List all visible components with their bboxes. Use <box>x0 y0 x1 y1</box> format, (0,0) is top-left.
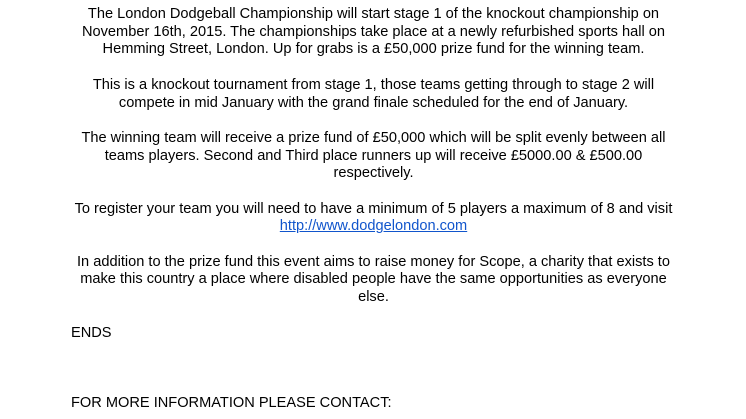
ends-marker: ENDS <box>71 324 112 341</box>
format-paragraph: This is a knockout tournament from stage 1, those teams getting through to stage 2 will compete in mid January with the grand finale scheduled for the end of January. <box>92 76 655 111</box>
contact-heading: FOR MORE INFORMATION PLEASE CONTACT: <box>71 395 392 412</box>
register-paragraph <box>71 201 676 236</box>
press-release-body <box>71 6 676 413</box>
website-link[interactable]: http://www.dodgelondon.com <box>279 218 468 235</box>
prize-paragraph: The winning team will receive a prize fund of £50,000 which will be split evenly between all teams players. Second and Third place runners up will receive £5000.00 & £500.00 respectively. <box>81 129 666 182</box>
intro-paragraph: The London Dodgeball Championship will start stage 1 of the knockout championship on November 16th, 2015. The championships take place at a newly refurbished sports hall on Hemming Street, London. Up for grabs is a £50,000 prize fund for the winning team. <box>81 6 665 58</box>
register-text: To register your team you will need to have a minimum of 5 players a maximum of 8 and visit <box>74 200 673 217</box>
charity-paragraph: In addition to the prize fund this event aims to raise money for Scope, a charity that exists to make this country a place where disabled people have the same opportunities as everyone else. <box>77 253 670 306</box>
